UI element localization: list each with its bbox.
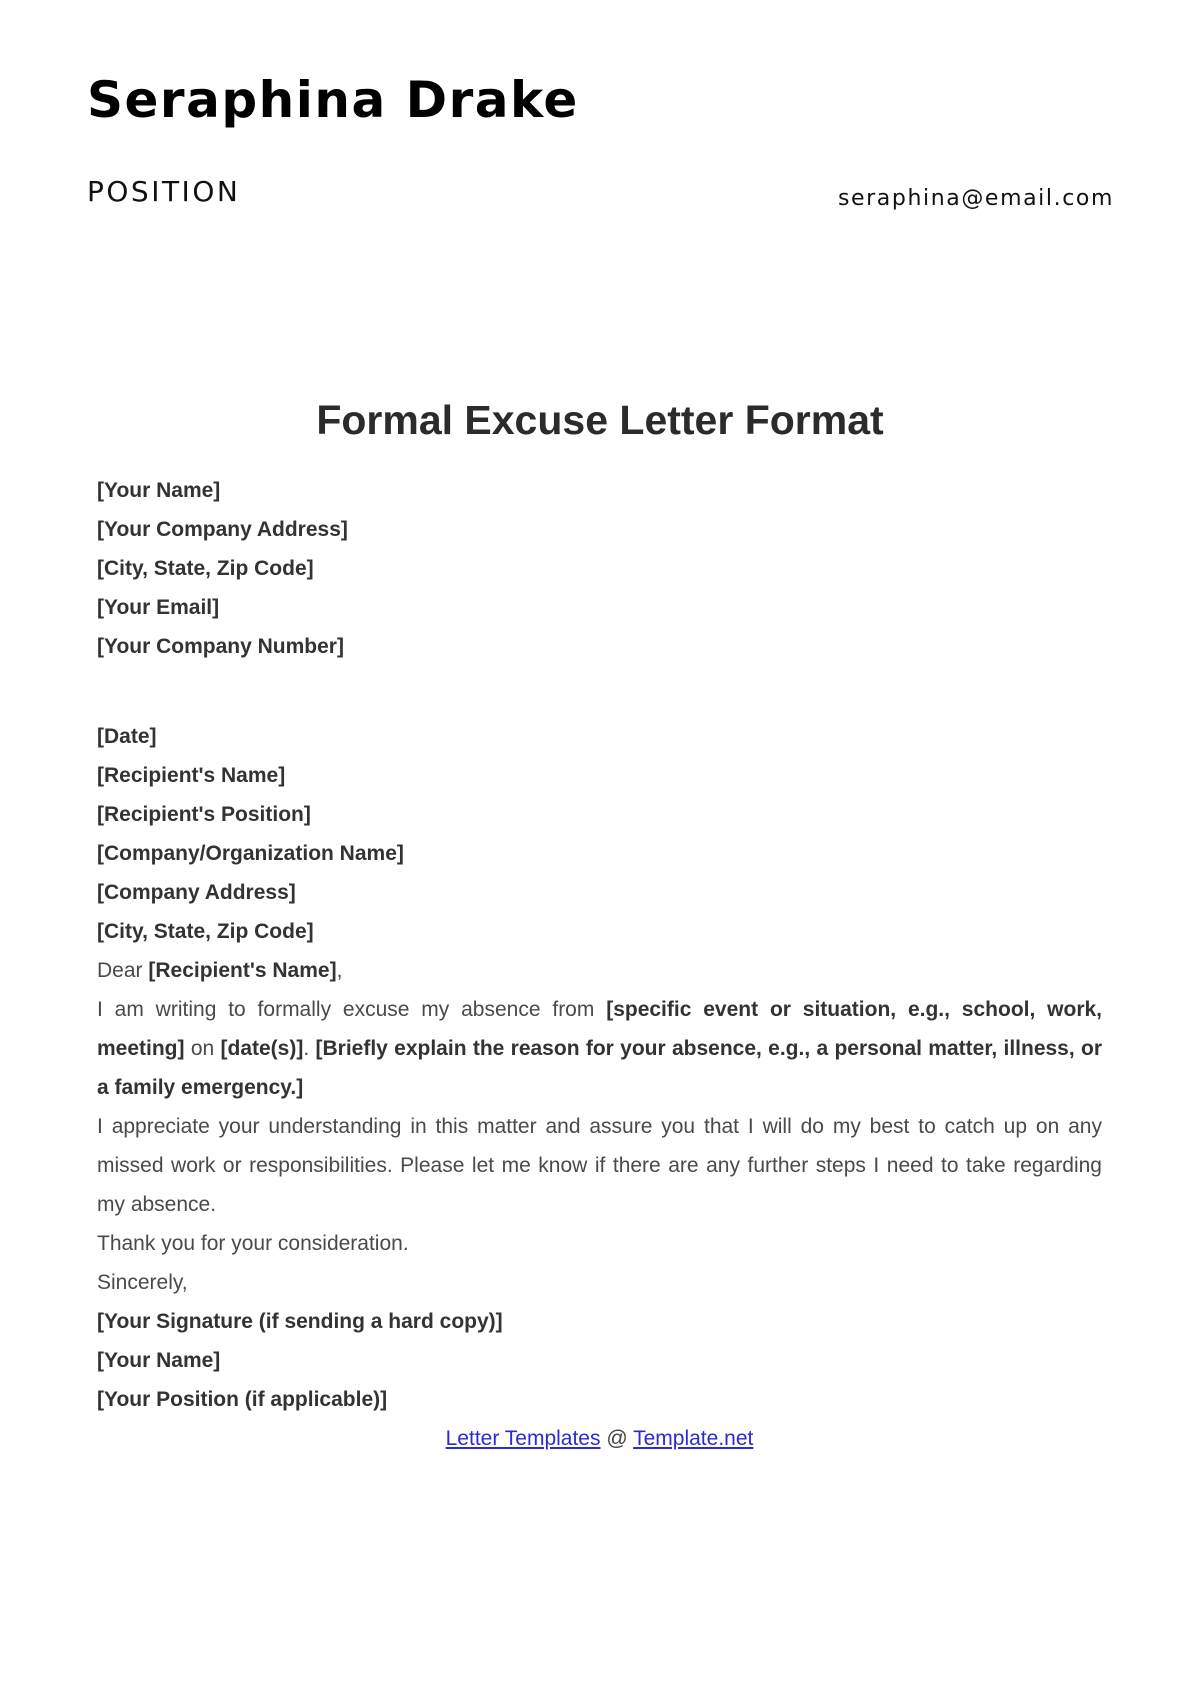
- template-net-link[interactable]: Template.net: [633, 1427, 754, 1450]
- salutation-name: [Recipient's Name]: [148, 959, 337, 982]
- body-paragraph-1: [97, 990, 1102, 1107]
- document-title: Formal Excuse Letter Format: [316, 397, 884, 443]
- p1-date-placeholder: [date(s)]: [220, 1037, 304, 1060]
- p1-text-2: on: [184, 1037, 221, 1060]
- letter-templates-link[interactable]: Letter Templates: [445, 1427, 601, 1450]
- p1-text-3: .: [303, 1037, 316, 1060]
- body-paragraph-2: I appreciate your understanding in this matter and assure you that I will do my best to catch up on any missed work or responsibilities. Please let me know if there are any further steps I need to take regarding my absence.: [97, 1115, 1102, 1216]
- closing-sincerely: Sincerely,: [97, 1271, 188, 1294]
- salutation-prefix: Dear: [97, 959, 149, 982]
- recipient-company: [Company/Organization Name]: [97, 842, 404, 865]
- salutation-suffix: ,: [336, 959, 343, 982]
- closing-position: [Your Position (if applicable)]: [97, 1388, 388, 1411]
- recipient-name: [Recipient's Name]: [97, 764, 286, 787]
- sender-name: [Your Name]: [97, 479, 221, 502]
- sender-number: [Your Company Number]: [97, 635, 344, 658]
- p1-text-1: I am writing to formally excuse my absence from: [97, 998, 607, 1021]
- body-paragraph-3: Thank you for your consideration.: [97, 1232, 409, 1255]
- author-name: Seraphina Drake: [87, 71, 579, 129]
- recipient-position: [Recipient's Position]: [97, 803, 311, 826]
- letter-date: [Date]: [97, 725, 157, 748]
- footer-credit: [97, 1419, 1102, 1458]
- sender-address: [Your Company Address]: [97, 518, 348, 541]
- salutation: [97, 951, 1102, 990]
- spacer: [97, 666, 1102, 717]
- footer-separator: @: [600, 1427, 634, 1450]
- p1-reason-placeholder: [Briefly explain the reason for your absence, e.g., a personal matter, illness, or a family emergency.]: [97, 1037, 1103, 1099]
- recipient-city: [City, State, Zip Code]: [97, 920, 314, 943]
- p1-event-placeholder: [specific event or situation, e.g., school, work, meeting]: [97, 998, 1102, 1060]
- letter-body: [97, 471, 1102, 1458]
- sender-city: [City, State, Zip Code]: [97, 557, 314, 580]
- closing-name: [Your Name]: [97, 1349, 221, 1372]
- sender-email: [Your Email]: [97, 596, 220, 619]
- closing-signature: [Your Signature (if sending a hard copy)]: [97, 1310, 503, 1333]
- recipient-address: [Company Address]: [97, 881, 296, 904]
- author-email: seraphina@email.com: [837, 186, 1114, 211]
- author-position: POSITION: [87, 175, 241, 208]
